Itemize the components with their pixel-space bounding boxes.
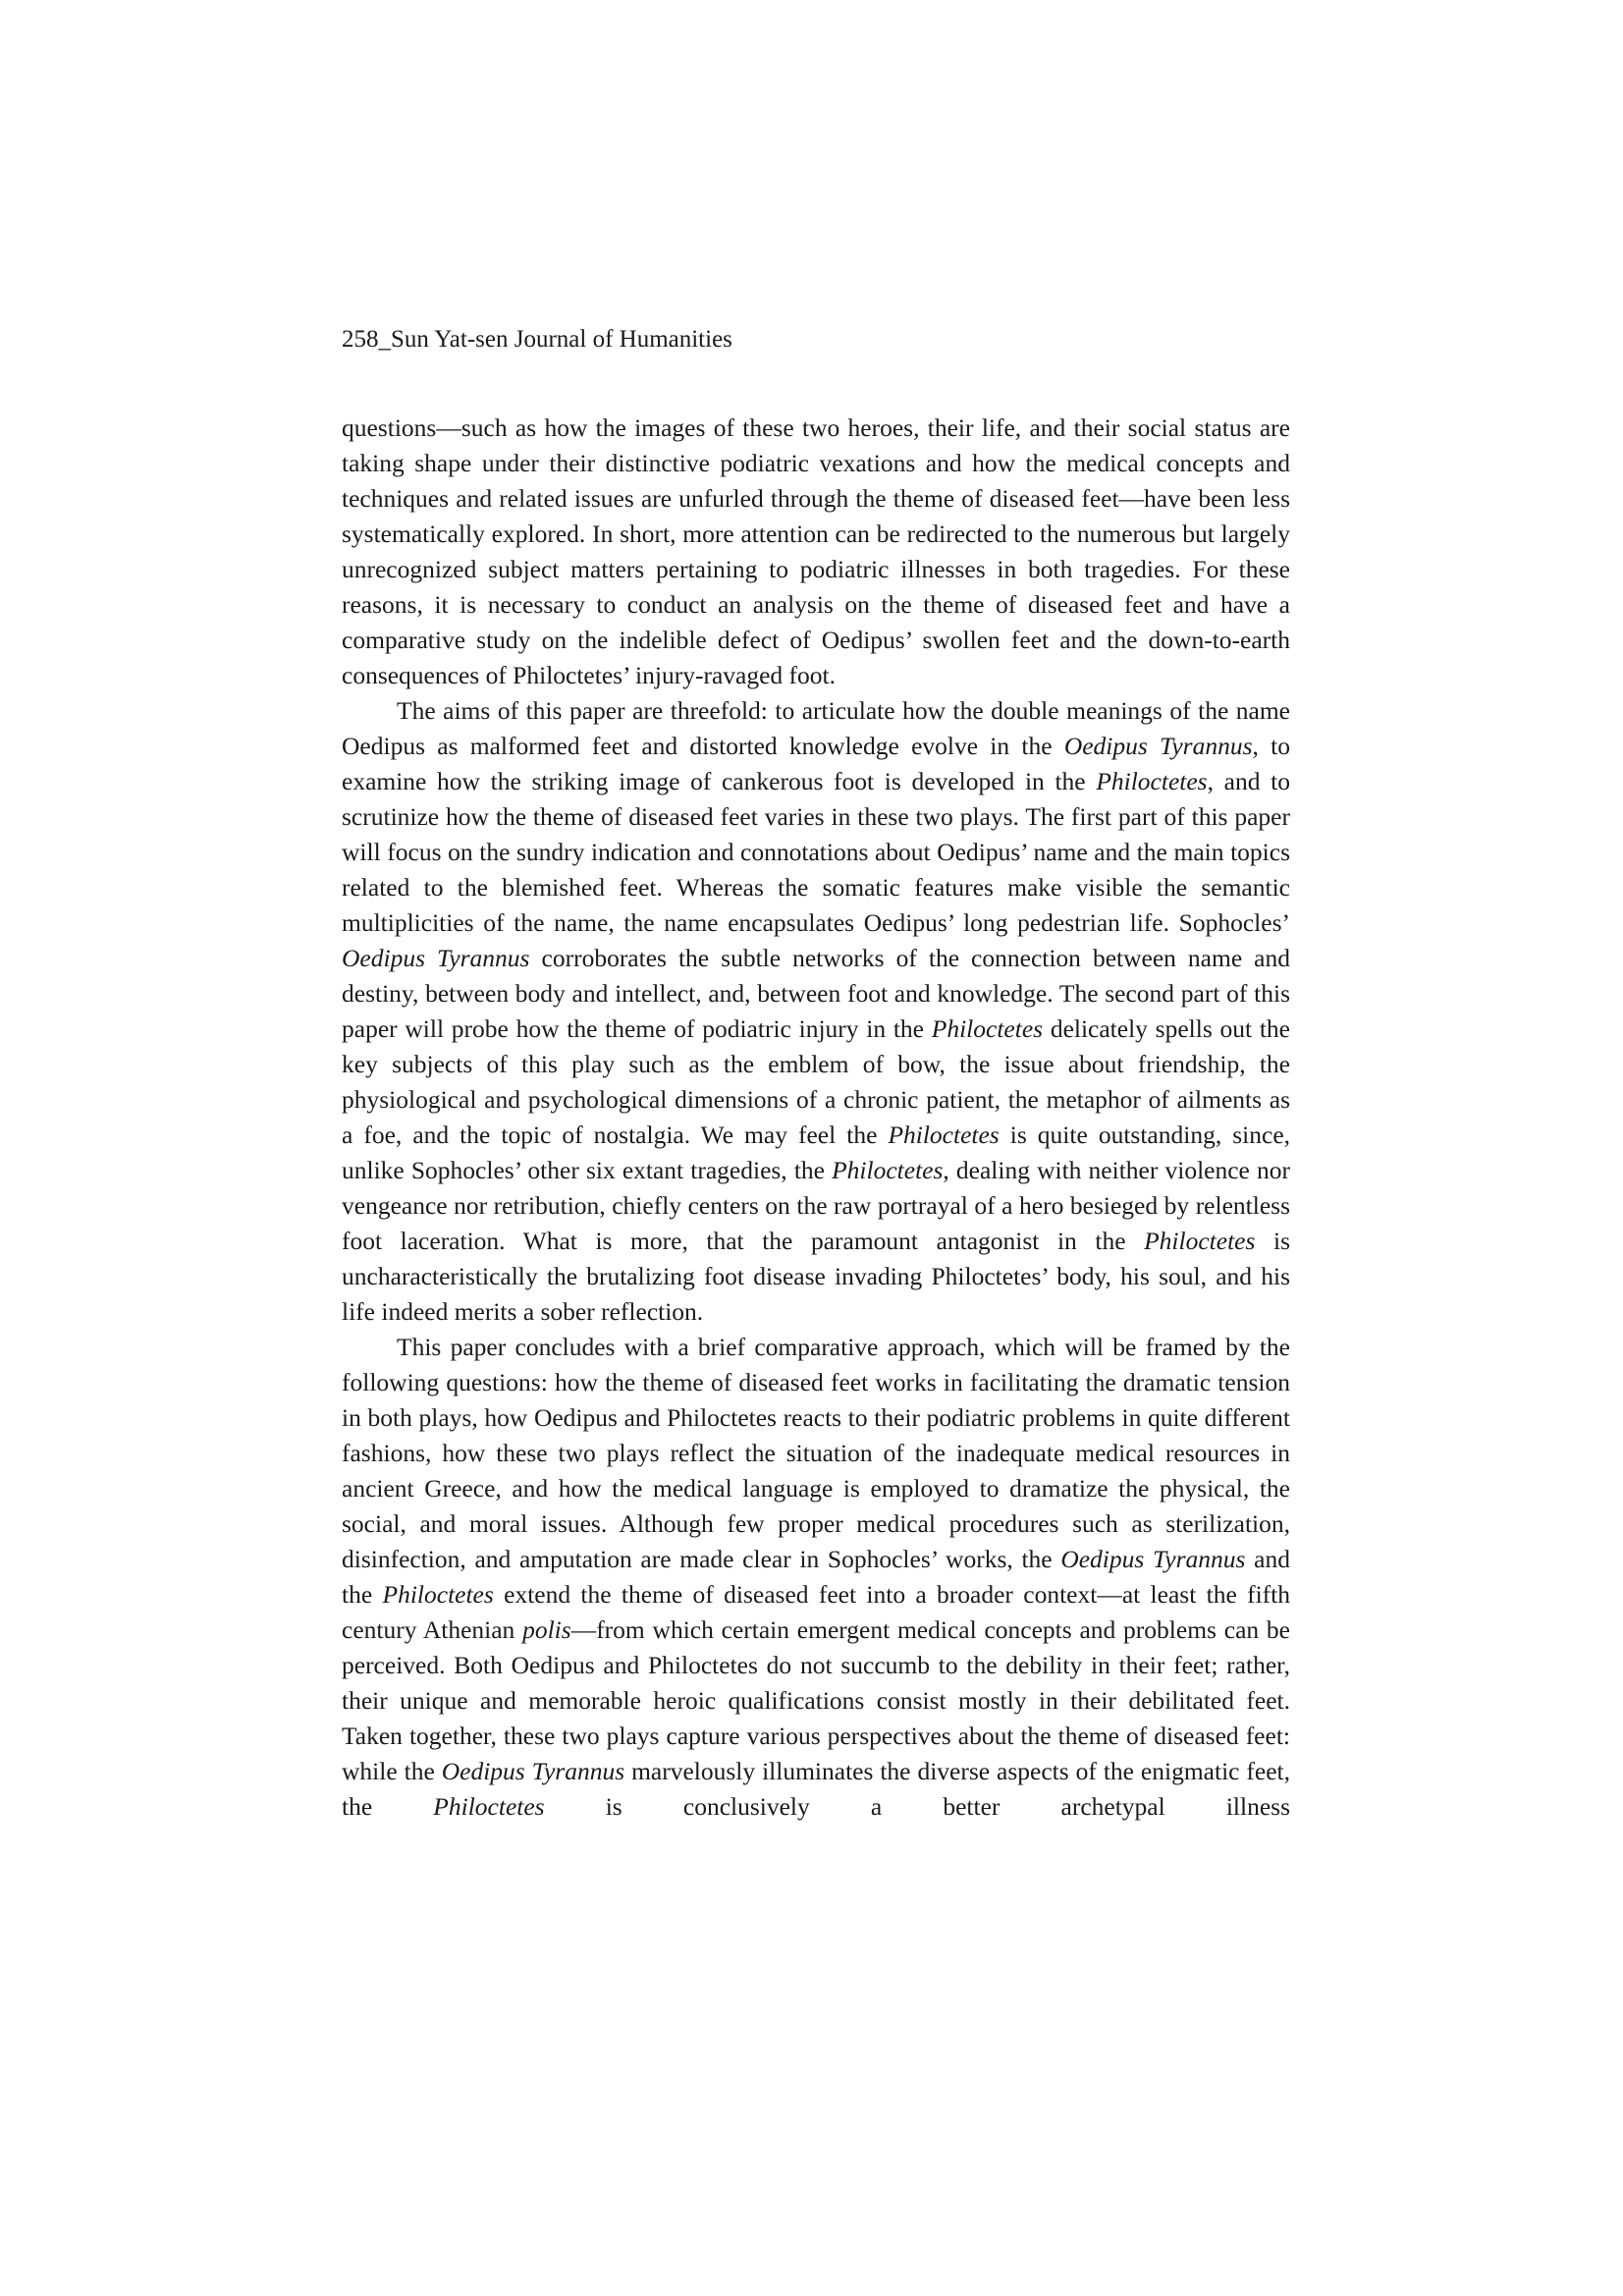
paragraph-3 [342, 1330, 1290, 1825]
text-run: The aims of this paper are threefold: to articulate how the double meanings of the name Oedipus as malformed feet and distorted knowledge evolve in the [342, 696, 1290, 760]
body-text [342, 410, 1290, 1825]
italic-title: Oedipus Tyrannus [342, 944, 530, 972]
text-run: , dealing with neither violence nor vengeance nor retribution, chiefly centers on the raw portrayal of a hero besieged by relentless foot laceration. What is more, that the paramount antagonist in the [342, 1156, 1290, 1255]
text-run: is uncharacteristically the brutalizing foot disease invading Philoctetes’ body, his soul, and his life indeed merits a sober reflection. [342, 1227, 1290, 1326]
text-run: —from which certain emergent medical concepts and problems can be perceived. Both Oedipus and Philoctetes do not succumb to the debility in their feet; rather, their unique and memorable heroic qualifications consist mostly in their debilitated feet. Taken together, these two plays capture various perspectives about the theme of diseased feet: while the [342, 1615, 1290, 1785]
italic-title: Philoctetes [832, 1156, 944, 1184]
italic-title: Philoctetes [888, 1121, 1000, 1149]
text-run: and the [342, 1545, 1290, 1609]
italic-title: Philoctetes [931, 1014, 1044, 1043]
text-run: questions—such as how the images of these two heroes, their life, and their social status are taking shape under their distinctive podiatric vexations and how the medical concepts and techniques and related issues are unfurled through the theme of diseased feet—have been less systematically explored. In short, more attention can be redirected to the numerous but largely unrecognized subject matters pertaining to podiatric illnesses in both tragedies. For these reasons, it is necessary to conduct an analysis on the theme of diseased feet and have a comparative study on the indelible defect of Oedipus’ swollen feet and the down-to-earth consequences of Philoctetes’ injury-ravaged foot. [342, 413, 1290, 689]
running-header: 258_Sun Yat-sen Journal of Humanities [342, 326, 732, 353]
paragraph-2 [342, 693, 1290, 1330]
text-run: is conclusively a better archetypal illness [544, 1792, 1291, 1821]
italic-title: Philoctetes [1144, 1227, 1256, 1255]
italic-title: Oedipus Tyrannus [1063, 732, 1253, 760]
text-run: delicately spells out the key subjects of this play such as the emblem of bow, the issue about friendship, the physiological and psychological dimensions of a chronic patient, the metaphor of ailments as a foe, and the topic of nostalgia. We may feel the [342, 1014, 1290, 1149]
paragraph-1 [342, 410, 1290, 693]
italic-title: polis [522, 1615, 571, 1644]
text-run: , to examine how the striking image of cankerous foot is developed in the [342, 732, 1290, 795]
italic-title: Philoctetes [382, 1580, 494, 1609]
text-run: This paper concludes with a brief comparative approach, which will be framed by the following questions: how the theme of diseased feet works in facilitating the dramatic tension in both plays, how Oedipus and Philoctetes reacts to their podiatric problems in quite different fashions, how these two plays reflect the situation of the inadequate medical resources in ancient Greece, and how the medical language is employed to dramatize the physical, the social, and moral issues. Although few proper medical procedures such as sterilization, disinfection, and amputation are made clear in Sophocles’ works, the [342, 1333, 1290, 1573]
italic-title: Philoctetes [433, 1792, 545, 1821]
text-run: corroborates the subtle networks of the connection between name and destiny, between body and intellect, and, between foot and knowledge. The second part of this paper will probe how the theme of podiatric injury in the [342, 944, 1291, 1043]
text-run: extend the theme of diseased feet into a broader context—at least the fifth century Athenian [342, 1580, 1291, 1644]
text-run: is quite outstanding, since, unlike Sophocles’ other six extant tragedies, the [342, 1121, 1291, 1184]
italic-title: Oedipus Tyrannus [1060, 1545, 1246, 1573]
italic-title: Philoctetes [1096, 767, 1208, 795]
text-run: , and to scrutinize how the theme of diseased feet varies in these two plays. The first part of this paper will focus on the sundry indication and connotations about Oedipus’ name and the main topics related to the blemished feet. Whereas the somatic features make visible the semantic multiplicities of the name, the name encapsulates Oedipus’ long pedestrian life. Sophocles’ [342, 767, 1290, 937]
text-run: marvelously illuminates the diverse aspects of the enigmatic feet, the [342, 1757, 1291, 1821]
italic-title: Oedipus Tyrannus [441, 1757, 625, 1785]
